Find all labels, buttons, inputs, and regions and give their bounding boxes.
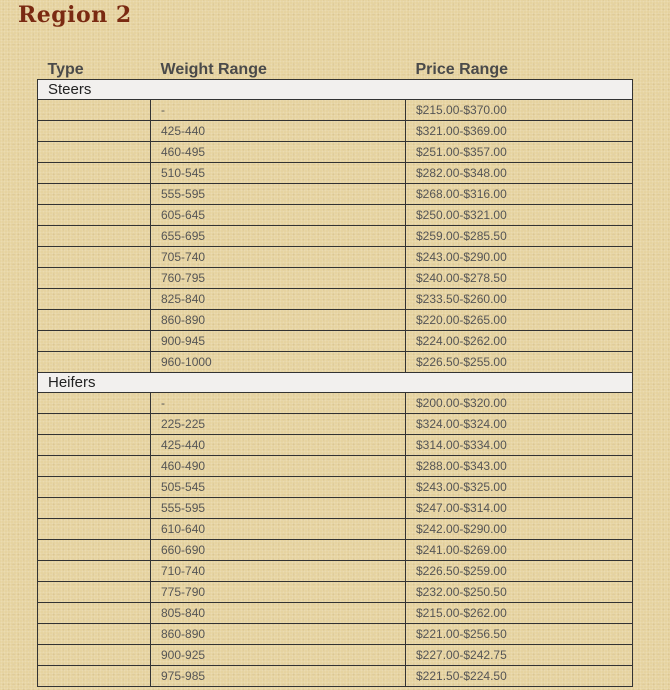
table-row xyxy=(38,163,633,184)
type-cell xyxy=(38,310,151,331)
price-table xyxy=(37,58,633,687)
price-range-cell: $215.00-$370.00 xyxy=(406,100,633,121)
table-row xyxy=(38,142,633,163)
region-title: Region 2 xyxy=(18,2,132,28)
price-range-cell: $243.00-$325.00 xyxy=(406,477,633,498)
weight-range-cell: 900-945 xyxy=(151,331,406,352)
price-range-cell: $215.00-$262.00 xyxy=(406,603,633,624)
price-range-cell: $251.00-$357.00 xyxy=(406,142,633,163)
price-range-cell: $226.50-$255.00 xyxy=(406,352,633,373)
weight-range-cell: 460-490 xyxy=(151,456,406,477)
type-cell xyxy=(38,142,151,163)
weight-range-cell: 660-690 xyxy=(151,540,406,561)
type-cell xyxy=(38,393,151,414)
table-row xyxy=(38,226,633,247)
price-range-cell: $259.00-$285.50 xyxy=(406,226,633,247)
weight-range-cell: 775-790 xyxy=(151,582,406,603)
group-label: Steers xyxy=(38,80,633,100)
type-cell xyxy=(38,247,151,268)
table-row xyxy=(38,352,633,373)
price-range-cell: $250.00-$321.00 xyxy=(406,205,633,226)
table-row xyxy=(38,540,633,561)
price-range-cell: $288.00-$343.00 xyxy=(406,456,633,477)
type-cell xyxy=(38,121,151,142)
type-cell xyxy=(38,184,151,205)
price-range-cell: $200.00-$320.00 xyxy=(406,393,633,414)
table-row xyxy=(38,519,633,540)
price-range-cell: $232.00-$250.50 xyxy=(406,582,633,603)
price-range-cell: $226.50-$259.00 xyxy=(406,561,633,582)
type-cell xyxy=(38,519,151,540)
table-row xyxy=(38,456,633,477)
type-cell xyxy=(38,163,151,184)
weight-range-cell: 555-595 xyxy=(151,184,406,205)
type-cell xyxy=(38,331,151,352)
table-row xyxy=(38,666,633,687)
type-cell xyxy=(38,498,151,519)
table-row xyxy=(38,603,633,624)
type-cell xyxy=(38,477,151,498)
table-row xyxy=(38,561,633,582)
type-cell xyxy=(38,624,151,645)
type-cell xyxy=(38,414,151,435)
table-row xyxy=(38,121,633,142)
weight-range-cell: 460-495 xyxy=(151,142,406,163)
weight-range-cell: 960-1000 xyxy=(151,352,406,373)
weight-range-cell: 975-985 xyxy=(151,666,406,687)
price-range-cell: $233.50-$260.00 xyxy=(406,289,633,310)
price-range-cell: $221.00-$256.50 xyxy=(406,624,633,645)
column-header-type: Type xyxy=(47,61,84,78)
weight-range-cell: 805-840 xyxy=(151,603,406,624)
weight-range-cell: 225-225 xyxy=(151,414,406,435)
type-cell xyxy=(38,666,151,687)
table-row xyxy=(38,310,633,331)
type-cell xyxy=(38,603,151,624)
price-range-cell: $314.00-$334.00 xyxy=(406,435,633,456)
price-range-cell: $227.00-$242.75 xyxy=(406,645,633,666)
price-range-cell: $240.00-$278.50 xyxy=(406,268,633,289)
weight-range-cell: 825-840 xyxy=(151,289,406,310)
price-range-cell: $220.00-$265.00 xyxy=(406,310,633,331)
weight-range-cell: 655-695 xyxy=(151,226,406,247)
weight-range-cell: 610-640 xyxy=(151,519,406,540)
weight-range-cell: 860-890 xyxy=(151,624,406,645)
table-row xyxy=(38,100,633,121)
table-row xyxy=(38,205,633,226)
price-range-cell: $324.00-$324.00 xyxy=(406,414,633,435)
type-cell xyxy=(38,582,151,603)
table-row xyxy=(38,624,633,645)
table-row xyxy=(38,582,633,603)
price-range-cell: $282.00-$348.00 xyxy=(406,163,633,184)
table-row xyxy=(38,289,633,310)
type-cell xyxy=(38,456,151,477)
table-row xyxy=(38,393,633,414)
table-row xyxy=(38,645,633,666)
group-label: Heifers xyxy=(38,373,633,393)
price-range-cell: $247.00-$314.00 xyxy=(406,498,633,519)
column-header-price-range: Price Range xyxy=(415,61,508,78)
price-range-cell: $224.00-$262.00 xyxy=(406,331,633,352)
weight-range-cell: - xyxy=(151,100,406,121)
group-row-steers xyxy=(38,80,633,100)
weight-range-cell: 505-545 xyxy=(151,477,406,498)
table-row xyxy=(38,268,633,289)
table-row xyxy=(38,184,633,205)
type-cell xyxy=(38,268,151,289)
weight-range-cell: 860-890 xyxy=(151,310,406,331)
price-range-cell: $241.00-$269.00 xyxy=(406,540,633,561)
price-range-cell: $321.00-$369.00 xyxy=(406,121,633,142)
table-row xyxy=(38,331,633,352)
weight-range-cell: 605-645 xyxy=(151,205,406,226)
table-row xyxy=(38,435,633,456)
type-cell xyxy=(38,289,151,310)
price-range-cell: $221.50-$224.50 xyxy=(406,666,633,687)
weight-range-cell: 555-595 xyxy=(151,498,406,519)
price-range-cell: $268.00-$316.00 xyxy=(406,184,633,205)
type-cell xyxy=(38,352,151,373)
type-cell xyxy=(38,540,151,561)
type-cell xyxy=(38,100,151,121)
type-cell xyxy=(38,645,151,666)
column-header-weight-range: Weight Range xyxy=(160,61,267,78)
group-row-heifers xyxy=(38,373,633,393)
weight-range-cell: 425-440 xyxy=(151,121,406,142)
type-cell xyxy=(38,226,151,247)
price-range-cell: $243.00-$290.00 xyxy=(406,247,633,268)
weight-range-cell: 710-740 xyxy=(151,561,406,582)
weight-range-cell: 705-740 xyxy=(151,247,406,268)
weight-range-cell: 425-440 xyxy=(151,435,406,456)
type-cell xyxy=(38,205,151,226)
table-body xyxy=(38,80,633,687)
type-cell xyxy=(38,561,151,582)
weight-range-cell: - xyxy=(151,393,406,414)
table-header xyxy=(38,58,633,80)
weight-range-cell: 510-545 xyxy=(151,163,406,184)
weight-range-cell: 760-795 xyxy=(151,268,406,289)
price-range-cell: $242.00-$290.00 xyxy=(406,519,633,540)
weight-range-cell: 900-925 xyxy=(151,645,406,666)
table-row xyxy=(38,247,633,268)
table-row xyxy=(38,477,633,498)
table-row xyxy=(38,498,633,519)
table-row xyxy=(38,414,633,435)
type-cell xyxy=(38,435,151,456)
